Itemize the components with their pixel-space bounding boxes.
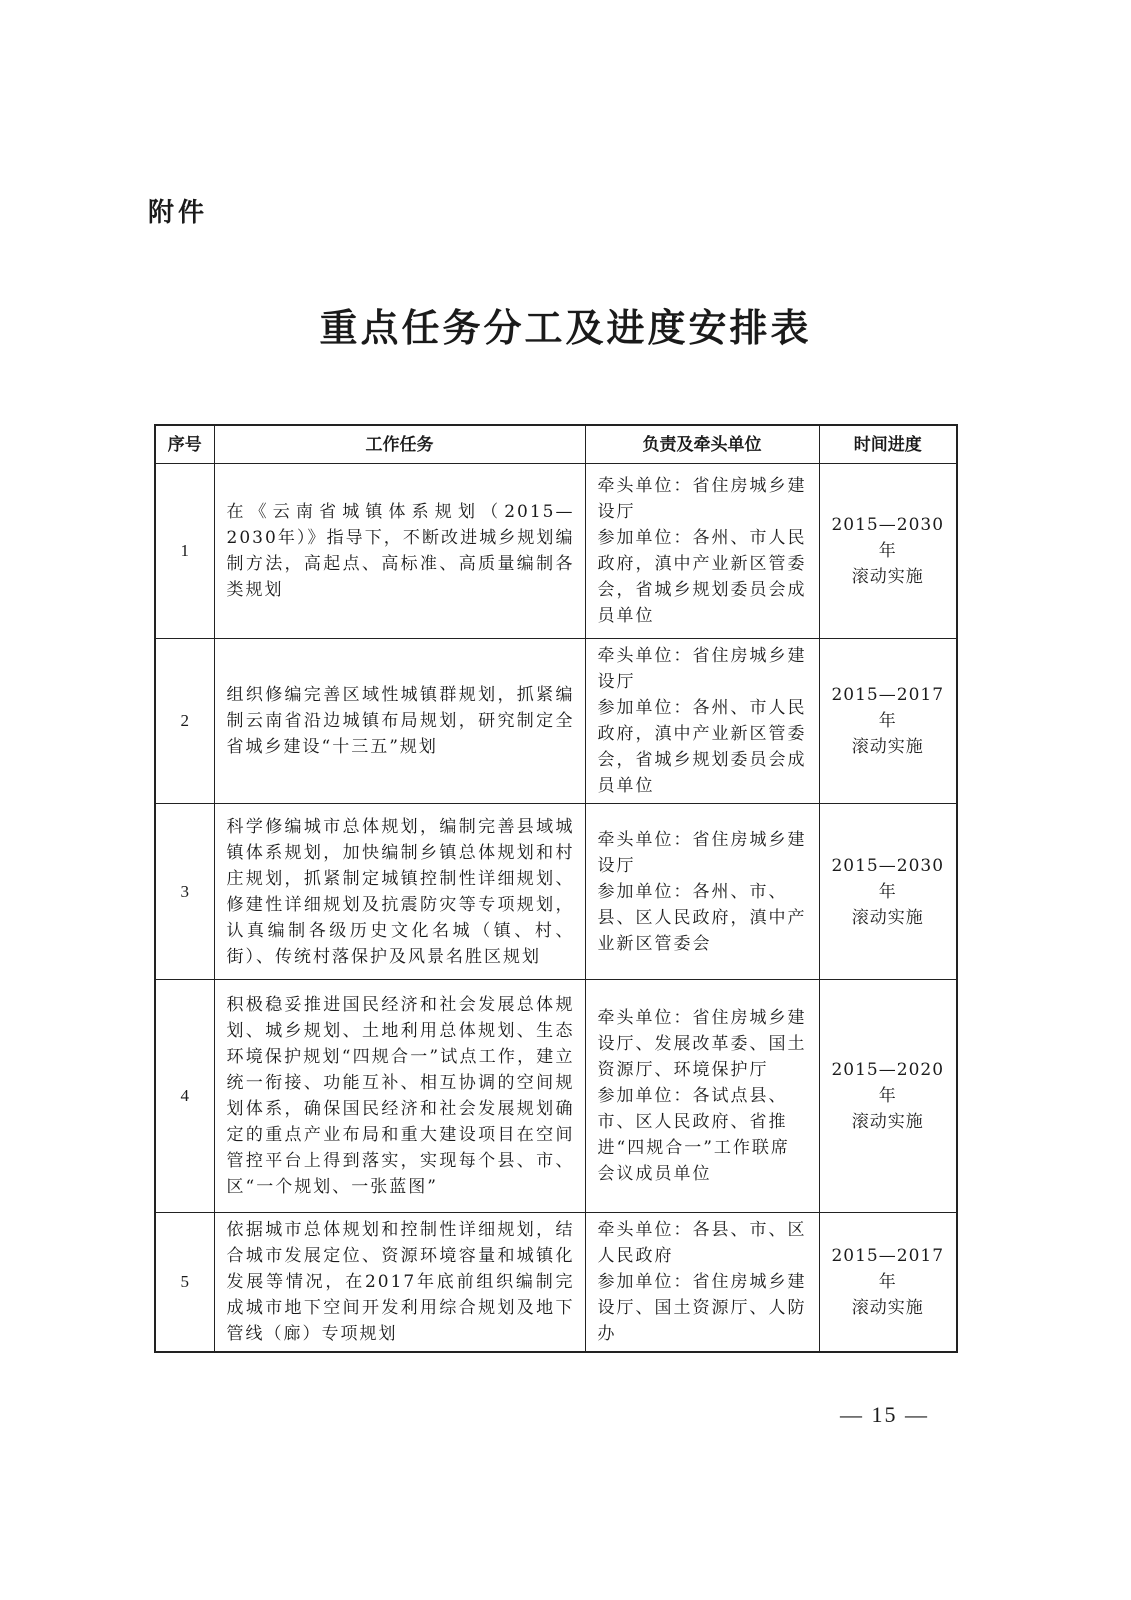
task-cell: 积极稳妥推进国民经济和社会发展总体规划、城乡规划、土地利用总体规划、生态环境保护规划“四规合一”试点工作，建立统一衔接、功能互补、相互协调的空间规划体系，确保国民经济和社会发展规划确定的重点产业布局和重大建设项目在空间管控平台上得到落实，实现每个县、市、区“一个规划、一张蓝图” [214,980,585,1213]
task-cell: 组织修编完善区域性城镇群规划，抓紧编制云南省沿边城镇布局规划，研究制定全省城乡建设“十三五”规划 [214,639,585,804]
time-range: 2015—2030年 [831,855,945,902]
unit-cell [585,980,819,1213]
participant-units: 参加单位：省住房城乡建设厅、国土资源厅、人防办 [597,1272,807,1344]
table-row [155,639,957,804]
time-range: 2015—2020年 [831,1060,945,1106]
participant-units: 参加单位：各试点县、市、区人民政府、省推进“四规合一”工作联席会议成员单位 [597,1086,790,1184]
document-title: 重点任务分工及进度安排表 [319,305,812,350]
column-header-task: 工作任务 [214,425,585,464]
time-cell [819,1213,957,1353]
lead-unit: 牵头单位：省住房城乡建设厅、发展改革委、国土资源厅、环境保护厅 [597,1008,807,1080]
table-row [155,804,957,980]
unit-cell [585,464,819,639]
time-range: 2015—2017年 [831,1246,945,1292]
time-cell [819,464,957,639]
time-note: 滚动实施 [851,737,924,757]
row-number: 1 [155,464,214,639]
table-row [155,464,957,639]
time-note: 滚动实施 [851,1112,924,1132]
lead-unit: 牵头单位：省住房城乡建设厅 [597,646,807,692]
time-range: 2015—2030年 [831,515,945,561]
column-header-time: 时间进度 [819,425,957,464]
column-header-unit: 负责及牵头单位 [585,425,819,464]
unit-cell [585,1213,819,1353]
time-note: 滚动实施 [851,1298,924,1318]
page-number: — 15 — [840,1402,929,1427]
row-number: 4 [155,980,214,1213]
time-note: 滚动实施 [851,567,924,587]
task-cell: 依据城市总体规划和控制性详细规划，结合城市发展定位、资源环境容量和城镇化发展等情况，在2017年底前组织编制完成城市地下空间开发利用综合规划及地下管线（廊）专项规划 [214,1213,585,1353]
task-cell: 科学修编城市总体规划，编制完善县域城镇体系规划，加快编制乡镇总体规划和村庄规划，抓紧制定城镇控制性详细规划、修建性详细规划及抗震防灾等专项规划，认真编制各级历史文化名城（镇、村、街）、传统村落保护及风景名胜区规划 [214,804,585,980]
column-header-no: 序号 [155,425,214,464]
task-cell: 在《云南省城镇体系规划（2015—2030年）》指导下，不断改进城乡规划编制方法，高起点、高标准、高质量编制各类规划 [214,464,585,639]
lead-unit: 牵头单位：省住房城乡建设厅 [597,476,807,522]
unit-cell [585,639,819,804]
row-number: 2 [155,639,214,804]
unit-cell [585,804,819,980]
time-cell [819,980,957,1213]
task-table [154,424,958,1353]
table-row [155,1213,957,1353]
time-cell [819,804,957,980]
table-row [155,980,957,1213]
lead-unit: 牵头单位：省住房城乡建设厅 [597,829,807,876]
participant-units: 参加单位：各州、市人民政府，滇中产业新区管委会，省城乡规划委员会成员单位 [597,698,807,796]
participant-units: 参加单位：各州、市人民政府，滇中产业新区管委会，省城乡规划委员会成员单位 [597,528,807,626]
participant-units: 参加单位：各州、市、县、区人民政府，滇中产业新区管委会 [597,881,807,954]
table-header-row [155,425,957,464]
time-range: 2015—2017年 [831,685,945,731]
time-cell [819,639,957,804]
attachment-label: 附件 [148,198,209,228]
lead-unit: 牵头单位：各县、市、区人民政府 [597,1220,807,1266]
row-number: 5 [155,1213,214,1353]
time-note: 滚动实施 [851,907,924,928]
row-number: 3 [155,804,214,980]
